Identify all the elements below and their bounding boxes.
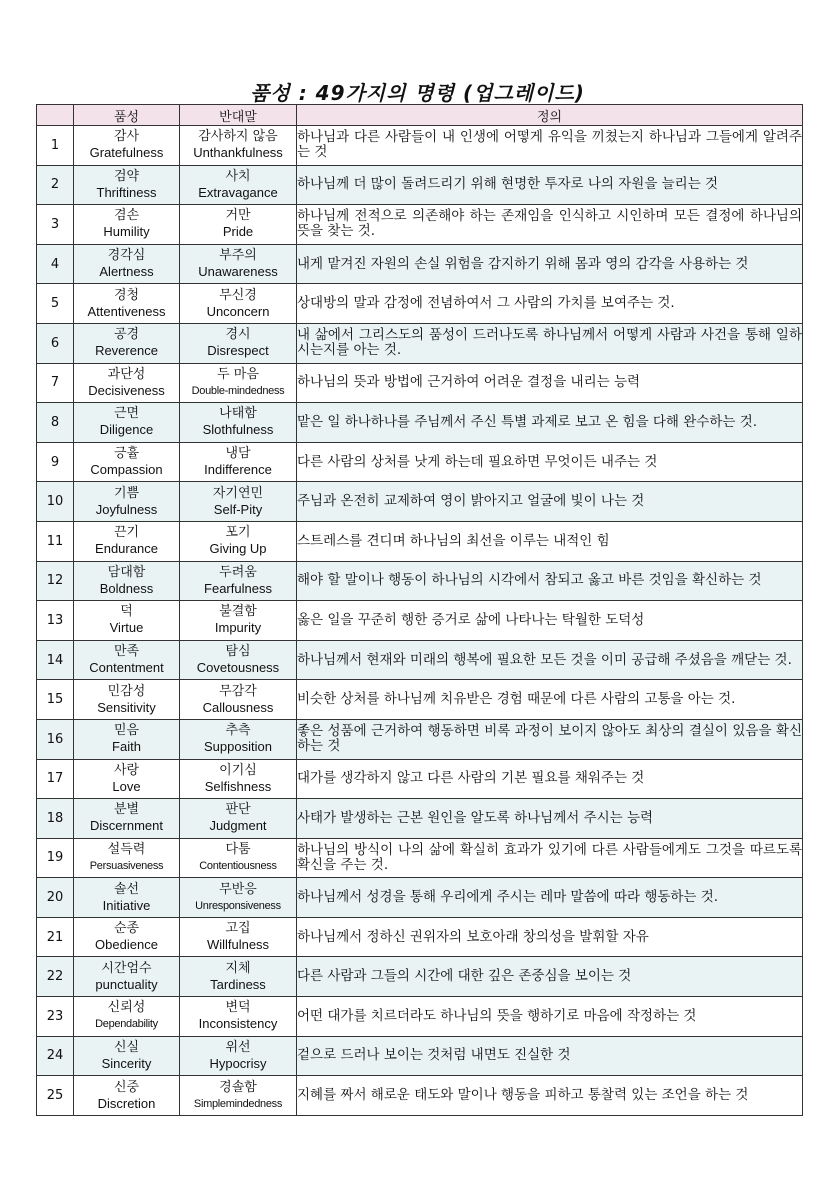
opposite-korean: 자기연민 xyxy=(212,485,264,501)
trait-english: Boldness xyxy=(99,580,154,596)
trait-cell xyxy=(74,165,180,205)
opposite-english: Disrespect xyxy=(207,343,269,359)
trait-korean: 경청 xyxy=(113,287,140,303)
table-header-row xyxy=(37,105,803,126)
definition-cell: 옳은 일을 꾸준히 행한 증거로 삶에 나타나는 탁월한 도덕성 xyxy=(297,601,803,641)
opposite-korean: 두려움 xyxy=(219,564,257,580)
table-row xyxy=(37,205,803,245)
definition-cell: 겉으로 드러나 보이는 것처럼 내면도 진실한 것 xyxy=(297,1036,803,1076)
row-number: 25 xyxy=(37,1076,74,1116)
opposite-english: Hypocrisy xyxy=(209,1055,267,1071)
opposite-cell xyxy=(180,799,297,839)
table-row xyxy=(37,244,803,284)
opposite-cell xyxy=(180,957,297,997)
opposite-english: Covetousness xyxy=(196,660,280,676)
table-row xyxy=(37,838,803,878)
header-definition: 정의 xyxy=(297,105,803,126)
row-number: 9 xyxy=(37,442,74,482)
definition-cell: 하나님께서 성경을 통해 우리에게 주시는 레마 말씀에 따라 행동하는 것. xyxy=(297,878,803,918)
opposite-korean: 무감각 xyxy=(219,683,257,699)
opposite-english: Pride xyxy=(222,224,254,240)
table-body xyxy=(37,126,803,1116)
definition-cell: 내 삶에서 그리스도의 품성이 드러나도록 하나님께서 어떻게 사람과 사건을 통해 일하시는지를 아는 것. xyxy=(297,323,803,363)
trait-cell xyxy=(74,403,180,443)
row-number: 21 xyxy=(37,917,74,957)
trait-english: Discretion xyxy=(97,1095,156,1111)
definition-cell: 주님과 온전히 교제하여 영이 밝아지고 얼굴에 빛이 나는 것 xyxy=(297,482,803,522)
trait-english: Thriftiness xyxy=(96,184,157,200)
definition-cell: 대가를 생각하지 않고 다른 사람의 기본 필요를 채워주는 것 xyxy=(297,759,803,799)
opposite-korean: 감사하지 않음 xyxy=(198,129,278,145)
trait-cell xyxy=(74,1036,180,1076)
definition-cell: 하나님의 방식이 나의 삶에 확실히 효과가 있기에 다른 사람들에게도 그것을 따르도록 확신을 주는 것. xyxy=(297,838,803,878)
trait-english: Attentiveness xyxy=(87,303,166,319)
opposite-english: Indifference xyxy=(204,462,272,478)
opposite-english: Contentiousness xyxy=(199,859,277,872)
row-number: 13 xyxy=(37,601,74,641)
trait-cell xyxy=(74,363,180,403)
opposite-korean: 경솔함 xyxy=(219,1079,257,1095)
trait-cell xyxy=(74,997,180,1037)
table-row xyxy=(37,1076,803,1116)
definition-cell: 좋은 성품에 근거하여 행동하면 비록 과정이 보이지 않아도 최상의 결실이 있음을 확신하는 것 xyxy=(297,719,803,759)
trait-english: Sincerity xyxy=(101,1055,152,1071)
opposite-english: Inconsistency xyxy=(198,1016,278,1032)
trait-korean: 사랑 xyxy=(113,762,140,778)
trait-english: Endurance xyxy=(95,541,158,557)
opposite-korean: 추측 xyxy=(225,723,251,739)
table-row xyxy=(37,759,803,799)
opposite-korean: 냉담 xyxy=(225,446,251,462)
opposite-korean: 불결함 xyxy=(219,604,257,620)
trait-korean: 솔선 xyxy=(113,881,140,897)
trait-korean: 감사 xyxy=(113,129,140,145)
trait-cell xyxy=(74,561,180,601)
trait-cell xyxy=(74,799,180,839)
opposite-korean: 무신경 xyxy=(219,287,257,303)
definition-cell: 하나님의 뜻과 방법에 근거하여 어려운 결정을 내리는 능력 xyxy=(297,363,803,403)
definition-cell: 하나님께 전적으로 의존해야 하는 존재임을 인식하고 시인하며 모든 결정에 하나님의 뜻을 찾는 것. xyxy=(297,205,803,245)
header-number xyxy=(37,105,74,126)
trait-english: Virtue xyxy=(109,620,144,636)
row-number: 14 xyxy=(37,640,74,680)
opposite-cell xyxy=(180,680,297,720)
definition-cell: 스트레스를 견디며 하나님의 최선을 이루는 내적인 힘 xyxy=(297,521,803,561)
trait-english: Faith xyxy=(112,739,141,755)
trait-english: Obedience xyxy=(95,937,158,953)
trait-cell xyxy=(74,759,180,799)
table-row xyxy=(37,126,803,166)
trait-korean: 겸손 xyxy=(113,208,140,224)
trait-korean: 검약 xyxy=(113,168,140,184)
definition-cell: 하나님께서 현재와 미래의 행복에 필요한 모든 것을 이미 공급해 주셨음을 깨닫는 것. xyxy=(297,640,803,680)
opposite-english: Selfishness xyxy=(204,778,272,794)
row-number: 17 xyxy=(37,759,74,799)
opposite-cell xyxy=(180,719,297,759)
table-row xyxy=(37,680,803,720)
opposite-english: Impurity xyxy=(214,620,262,636)
opposite-cell xyxy=(180,323,297,363)
opposite-english: Giving Up xyxy=(209,541,267,557)
row-number: 6 xyxy=(37,323,74,363)
trait-cell xyxy=(74,521,180,561)
opposite-english: Self-Pity xyxy=(213,501,263,517)
trait-cell xyxy=(74,601,180,641)
opposite-korean: 지체 xyxy=(225,960,251,976)
table-row xyxy=(37,284,803,324)
trait-english: Discernment xyxy=(90,818,163,834)
row-number: 20 xyxy=(37,878,74,918)
definition-cell: 하나님께서 정하신 권위자의 보호아래 창의성을 발휘할 자유 xyxy=(297,917,803,957)
table-row xyxy=(37,1036,803,1076)
trait-english: Joyfulness xyxy=(95,501,158,517)
trait-cell xyxy=(74,126,180,166)
trait-korean: 믿음 xyxy=(113,723,140,739)
opposite-english: Extravagance xyxy=(198,184,278,200)
table-row xyxy=(37,997,803,1037)
trait-english: Decisiveness xyxy=(88,382,165,398)
opposite-cell xyxy=(180,126,297,166)
header-opposite: 반대말 xyxy=(180,105,297,126)
trait-korean: 분별 xyxy=(113,802,140,818)
opposite-korean: 고집 xyxy=(225,921,251,937)
table-row xyxy=(37,561,803,601)
trait-cell xyxy=(74,917,180,957)
trait-english: Love xyxy=(112,778,141,794)
row-number: 8 xyxy=(37,403,74,443)
definition-cell: 맡은 일 하나하나를 주님께서 주신 특별 과제로 보고 온 힘을 다해 완수하는 것. xyxy=(297,403,803,443)
row-number: 16 xyxy=(37,719,74,759)
trait-korean: 담대함 xyxy=(107,564,146,580)
table-row xyxy=(37,719,803,759)
opposite-cell xyxy=(180,482,297,522)
page-title: 품성 : 49가지의 명령 (업그레이드) xyxy=(250,81,585,105)
row-number: 5 xyxy=(37,284,74,324)
opposite-korean: 위선 xyxy=(225,1039,251,1055)
row-number: 22 xyxy=(37,957,74,997)
table-row xyxy=(37,799,803,839)
opposite-cell xyxy=(180,759,297,799)
opposite-english: Unconcern xyxy=(206,303,270,319)
opposite-cell xyxy=(180,521,297,561)
row-number: 11 xyxy=(37,521,74,561)
table-row xyxy=(37,165,803,205)
opposite-english: Simplemindedness xyxy=(193,1097,283,1110)
opposite-english: Supposition xyxy=(204,739,272,755)
opposite-korean: 나태함 xyxy=(219,406,257,422)
opposite-cell xyxy=(180,640,297,680)
row-number: 1 xyxy=(37,126,74,166)
definition-cell: 지혜를 짜서 해로운 태도와 말이나 행동을 피하고 통찰력 있는 조언을 하는 것 xyxy=(297,1076,803,1116)
trait-english: Alertness xyxy=(99,264,154,280)
opposite-cell xyxy=(180,601,297,641)
opposite-cell xyxy=(180,1076,297,1116)
table-row xyxy=(37,601,803,641)
table-row xyxy=(37,878,803,918)
trait-korean: 기쁨 xyxy=(113,485,140,501)
opposite-korean: 무반응 xyxy=(219,881,257,897)
trait-korean: 공경 xyxy=(113,327,140,343)
opposite-korean: 이기심 xyxy=(219,762,257,778)
trait-english: Contentment xyxy=(89,660,164,676)
row-number: 7 xyxy=(37,363,74,403)
opposite-korean: 부주의 xyxy=(219,248,257,264)
trait-cell xyxy=(74,957,180,997)
opposite-cell xyxy=(180,363,297,403)
trait-korean: 과단성 xyxy=(107,366,146,382)
table-row xyxy=(37,482,803,522)
row-number: 18 xyxy=(37,799,74,839)
opposite-cell xyxy=(180,244,297,284)
table-row xyxy=(37,957,803,997)
definition-cell: 어떤 대가를 치르더라도 하나님의 뜻을 행하기로 마음에 작정하는 것 xyxy=(297,997,803,1037)
trait-cell xyxy=(74,719,180,759)
trait-korean: 긍휼 xyxy=(113,446,140,462)
trait-english: Gratefulness xyxy=(89,145,164,161)
trait-english: Compassion xyxy=(90,462,163,478)
opposite-english: Willfulness xyxy=(206,937,270,953)
opposite-korean: 다툼 xyxy=(225,841,251,857)
trait-cell xyxy=(74,244,180,284)
opposite-cell xyxy=(180,838,297,878)
table-row xyxy=(37,442,803,482)
trait-korean: 덕 xyxy=(120,604,133,620)
definition-cell: 상대방의 말과 감정에 전념하여서 그 사람의 가치를 보여주는 것. xyxy=(297,284,803,324)
definition-cell: 해야 할 말이나 행동이 하나님의 시각에서 참되고 옳고 바른 것임을 확신하는 것 xyxy=(297,561,803,601)
trait-cell xyxy=(74,680,180,720)
opposite-english: Callousness xyxy=(202,699,274,715)
opposite-korean: 판단 xyxy=(225,802,251,818)
opposite-cell xyxy=(180,284,297,324)
definition-cell: 사태가 발생하는 근본 원인을 알도록 하나님께서 주시는 능력 xyxy=(297,799,803,839)
trait-korean: 신실 xyxy=(113,1039,140,1055)
trait-korean: 설득력 xyxy=(107,841,146,857)
opposite-cell xyxy=(180,165,297,205)
opposite-korean: 사치 xyxy=(225,168,251,184)
trait-english: Persuasiveness xyxy=(89,859,164,872)
row-number: 15 xyxy=(37,680,74,720)
opposite-korean: 변덕 xyxy=(225,1000,251,1016)
trait-korean: 순종 xyxy=(113,921,140,937)
trait-korean: 경각심 xyxy=(107,248,146,264)
trait-korean: 근면 xyxy=(113,406,140,422)
opposite-korean: 두 마음 xyxy=(217,366,259,382)
definition-cell: 다른 사람의 상처를 낫게 하는데 필요하면 무엇이든 내주는 것 xyxy=(297,442,803,482)
trait-cell xyxy=(74,442,180,482)
trait-english: Dependability xyxy=(95,1018,158,1031)
trait-korean: 끈기 xyxy=(113,525,140,541)
row-number: 12 xyxy=(37,561,74,601)
row-number: 24 xyxy=(37,1036,74,1076)
opposite-korean: 탐심 xyxy=(225,644,251,660)
opposite-english: Unthankfulness xyxy=(193,145,283,161)
trait-cell xyxy=(74,640,180,680)
trait-cell xyxy=(74,1076,180,1116)
character-table xyxy=(36,104,803,1116)
trait-korean: 신중 xyxy=(113,1079,140,1095)
row-number: 19 xyxy=(37,838,74,878)
trait-english: Initiative xyxy=(102,897,151,913)
definition-cell: 비슷한 상처를 하나님께 치유받은 경험 때문에 다른 사람의 고통을 아는 것. xyxy=(297,680,803,720)
opposite-english: Fearfulness xyxy=(204,580,272,596)
trait-english: punctuality xyxy=(95,976,158,992)
trait-english: Diligence xyxy=(99,422,154,438)
table-row xyxy=(37,917,803,957)
opposite-cell xyxy=(180,1036,297,1076)
opposite-english: Tardiness xyxy=(210,976,266,992)
table-row xyxy=(37,323,803,363)
definition-cell: 내게 맡겨진 자원의 손실 위험을 감지하기 위해 몸과 영의 감각을 사용하는 것 xyxy=(297,244,803,284)
trait-korean: 시간엄수 xyxy=(101,960,152,976)
definition-cell: 하나님께 더 많이 돌려드리기 위해 현명한 투자로 나의 자원을 늘리는 것 xyxy=(297,165,803,205)
opposite-english: Double-mindedness xyxy=(191,384,285,397)
table-row xyxy=(37,403,803,443)
definition-cell: 다른 사람과 그들의 시간에 대한 깊은 존중심을 보이는 것 xyxy=(297,957,803,997)
opposite-cell xyxy=(180,917,297,957)
row-number: 10 xyxy=(37,482,74,522)
trait-cell xyxy=(74,482,180,522)
opposite-korean: 경시 xyxy=(225,327,251,343)
row-number: 4 xyxy=(37,244,74,284)
table-row xyxy=(37,363,803,403)
opposite-cell xyxy=(180,878,297,918)
opposite-english: Unawareness xyxy=(198,264,278,280)
row-number: 2 xyxy=(37,165,74,205)
table-row xyxy=(37,521,803,561)
table-row xyxy=(37,640,803,680)
opposite-cell xyxy=(180,205,297,245)
trait-cell xyxy=(74,323,180,363)
opposite-korean: 포기 xyxy=(225,525,251,541)
definition-cell: 하나님과 다른 사람들이 내 인생에 어떻게 유익을 끼쳤는지 하나님과 그들에게 알려주는 것 xyxy=(297,126,803,166)
trait-korean: 민감성 xyxy=(107,683,146,699)
opposite-cell xyxy=(180,997,297,1037)
trait-cell xyxy=(74,878,180,918)
trait-english: Reverence xyxy=(95,343,158,359)
opposite-cell xyxy=(180,561,297,601)
row-number: 23 xyxy=(37,997,74,1037)
trait-cell xyxy=(74,838,180,878)
trait-korean: 신뢰성 xyxy=(107,1000,146,1016)
opposite-english: Slothfulness xyxy=(202,422,274,438)
row-number: 3 xyxy=(37,205,74,245)
opposite-korean: 거만 xyxy=(225,208,251,224)
trait-cell xyxy=(74,284,180,324)
opposite-cell xyxy=(180,442,297,482)
opposite-english: Unresponsiveness xyxy=(195,899,281,912)
trait-cell xyxy=(74,205,180,245)
header-trait: 품성 xyxy=(74,105,180,126)
opposite-cell xyxy=(180,403,297,443)
trait-english: Humility xyxy=(103,224,150,240)
opposite-english: Judgment xyxy=(209,818,267,834)
trait-english: Sensitivity xyxy=(97,699,156,715)
trait-korean: 만족 xyxy=(113,644,140,660)
